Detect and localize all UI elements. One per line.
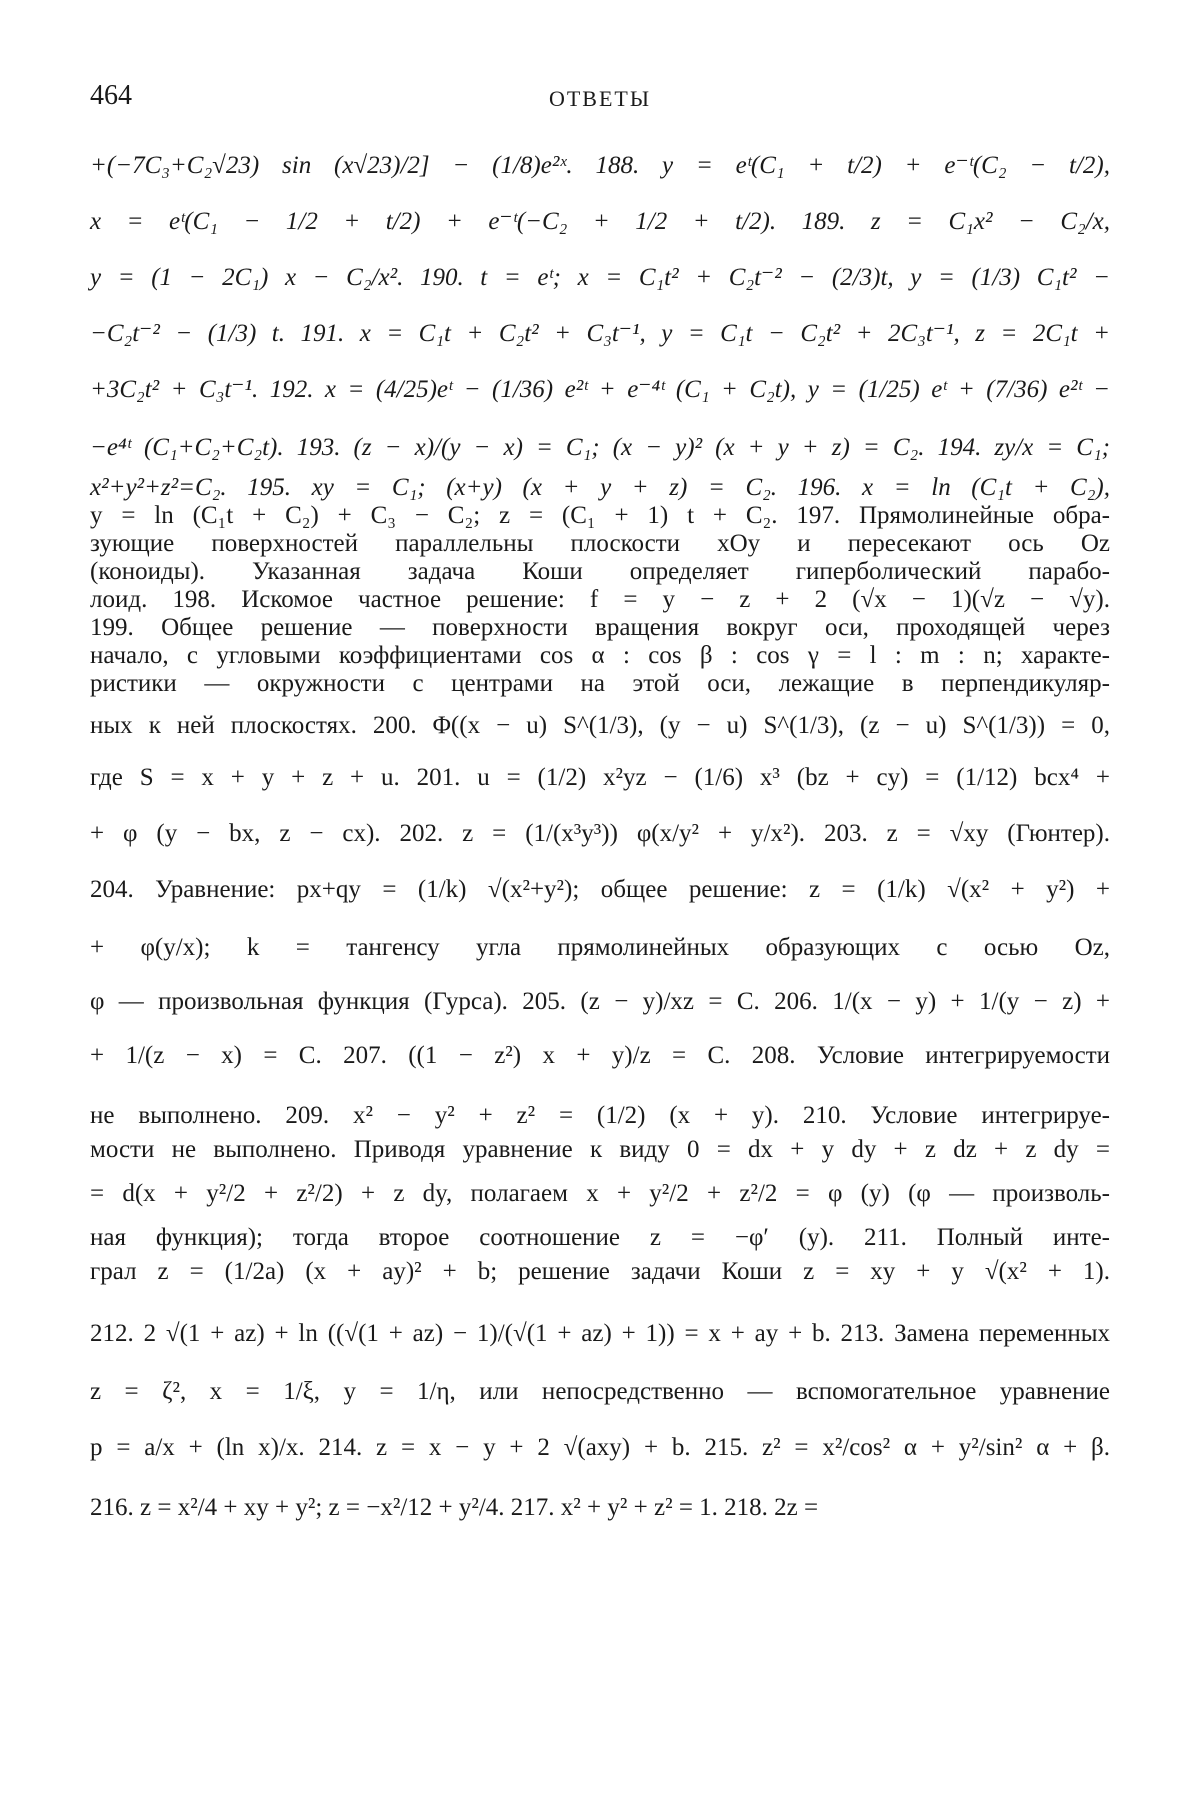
text-line: (коноиды). Указанная задача Коши определяет гиперболический парабо- (90, 558, 1110, 585)
text-line: x²+y²+z²=C₂. 195. xy = C₁; (x+y) (x + y + z) = C₂. 196. x = ln (C₁t + C₂), (90, 474, 1110, 501)
text-line: где S = x + y + z + u. 201. u = (1/2) x²yz − (1/6) x³ (bz + cy) = (1/12) bcx⁴ + (90, 764, 1110, 791)
text-line: ных к ней плоскостях. 200. Φ((x − u) S^(1/3), (y − u) S^(1/3), (z − u) S^(1/3)) = 0, (90, 712, 1110, 739)
text-line: ристики — окружности с центрами на этой оси, лежащие в перпендикуляр- (90, 670, 1110, 697)
text-line: начало, с угловыми коэффициентами cos α : cos β : cos γ = l : m : n; характе- (90, 642, 1110, 669)
text-line: зующие поверхностей параллельны плоскости xOy и пересекают ось Oz (90, 530, 1110, 557)
text-line: z = ζ², x = 1/ξ, y = 1/η, или непосредственно — вспомогательное уравнение (90, 1378, 1110, 1405)
text-line: φ — произвольная функция (Гурса). 205. (z − y)/xz = C. 206. 1/(x − y) + 1/(y − z) + (90, 988, 1110, 1015)
text-line: + φ(y/x); k = тангенсу угла прямолинейных образующих с осью Oz, (90, 934, 1110, 961)
text-line: y = ln (C₁t + C₂) + C₃ − C₂; z = (C₁ + 1) t + C₂. 197. Прямолинейные обра- (90, 502, 1110, 529)
text-line: 204. Уравнение: px+qy = (1/k) √(x²+y²); общее решение: z = (1/k) √(x² + y²) + (90, 876, 1110, 903)
text-line: + 1/(z − x) = C. 207. ((1 − z²) x + y)/z = C. 208. Условие интегрируемости (90, 1042, 1110, 1069)
text-line: мости не выполнено. Приводя уравнение к виду 0 = dx + y dy + z dz + z dy = (90, 1136, 1110, 1163)
text-line: p = a/x + (ln x)/x. 214. z = x − y + 2 √(axy) + b. 215. z² = x²/cos² α + y²/sin² α + β. (90, 1434, 1110, 1461)
text-line: = d(x + y²/2 + z²/2) + z dy, полагаем x + y²/2 + z²/2 = φ (y) (φ — произволь- (90, 1180, 1110, 1207)
text-line: +(−7C₃+C₂√23) sin (x√23)/2] − (1/8)e²ˣ. 188. y = eᵗ(C₁ + t/2) + e⁻ᵗ(C₂ − t/2), (90, 152, 1110, 179)
page-header (90, 80, 1110, 120)
text-line: −e⁴ᵗ (C₁+C₂+C₂t). 193. (z − x)/(y − x) = C₁; (x − y)² (x + y + z) = C₂. 194. zy/x = C₁; (90, 434, 1110, 461)
text-line: 199. Общее решение — поверхности вращения вокруг оси, проходящей через (90, 614, 1110, 641)
text-line: y = (1 − 2C₁) x − C₂/x². 190. t = eᵗ; x = C₁t² + C₂t⁻² − (2/3)t, y = (1/3) C₁t² − (90, 264, 1110, 291)
text-line: лоид. 198. Искомое частное решение: f = y − z + 2 (√x − 1)(√z − √y). (90, 586, 1110, 613)
text-line: +3C₂t² + C₃t⁻¹. 192. x = (4/25)eᵗ − (1/36) e²ᵗ + e⁻⁴ᵗ (C₁ + C₂t), y = (1/25) eᵗ + (7/36) e²ᵗ − (90, 376, 1110, 403)
running-title: ОТВЕТЫ (548, 86, 652, 111)
text-line: ная функция); тогда второе соотношение z = −φ′ (y). 211. Полный инте- (90, 1224, 1110, 1251)
text-line: −C₂t⁻² − (1/3) t. 191. x = C₁t + C₂t² + C₃t⁻¹, y = C₁t − C₂t² + 2C₃t⁻¹, z = 2C₁t + (90, 320, 1110, 347)
text-line: грал z = (1/2a) (x + ay)² + b; решение задачи Коши z = xy + y √(x² + 1). (90, 1258, 1110, 1285)
text-line: x = eᵗ(C₁ − 1/2 + t/2) + e⁻ᵗ(−C₂ + 1/2 + t/2). 189. z = C₁x² − C₂/x, (90, 208, 1110, 235)
text-line: 216. z = x²/4 + xy + y²; z = −x²/12 + y²/4. 217. x² + y² + z² = 1. 218. 2z = (90, 1494, 819, 1521)
text-line: не выполнено. 209. x² − y² + z² = (1/2) (x + y). 210. Условие интегрируе- (90, 1102, 1110, 1129)
text-line: + φ (y − bx, z − cx). 202. z = (1/(x³y³)) φ(x/y² + y/x²). 203. z = √xy (Гюнтер). (90, 820, 1110, 847)
text-line: 212. 2 √(1 + az) + ln ((√(1 + az) − 1)/(√(1 + az) + 1)) = x + ay + b. 213. Замена переменных (90, 1320, 1110, 1347)
page-number: 464 (90, 80, 132, 111)
